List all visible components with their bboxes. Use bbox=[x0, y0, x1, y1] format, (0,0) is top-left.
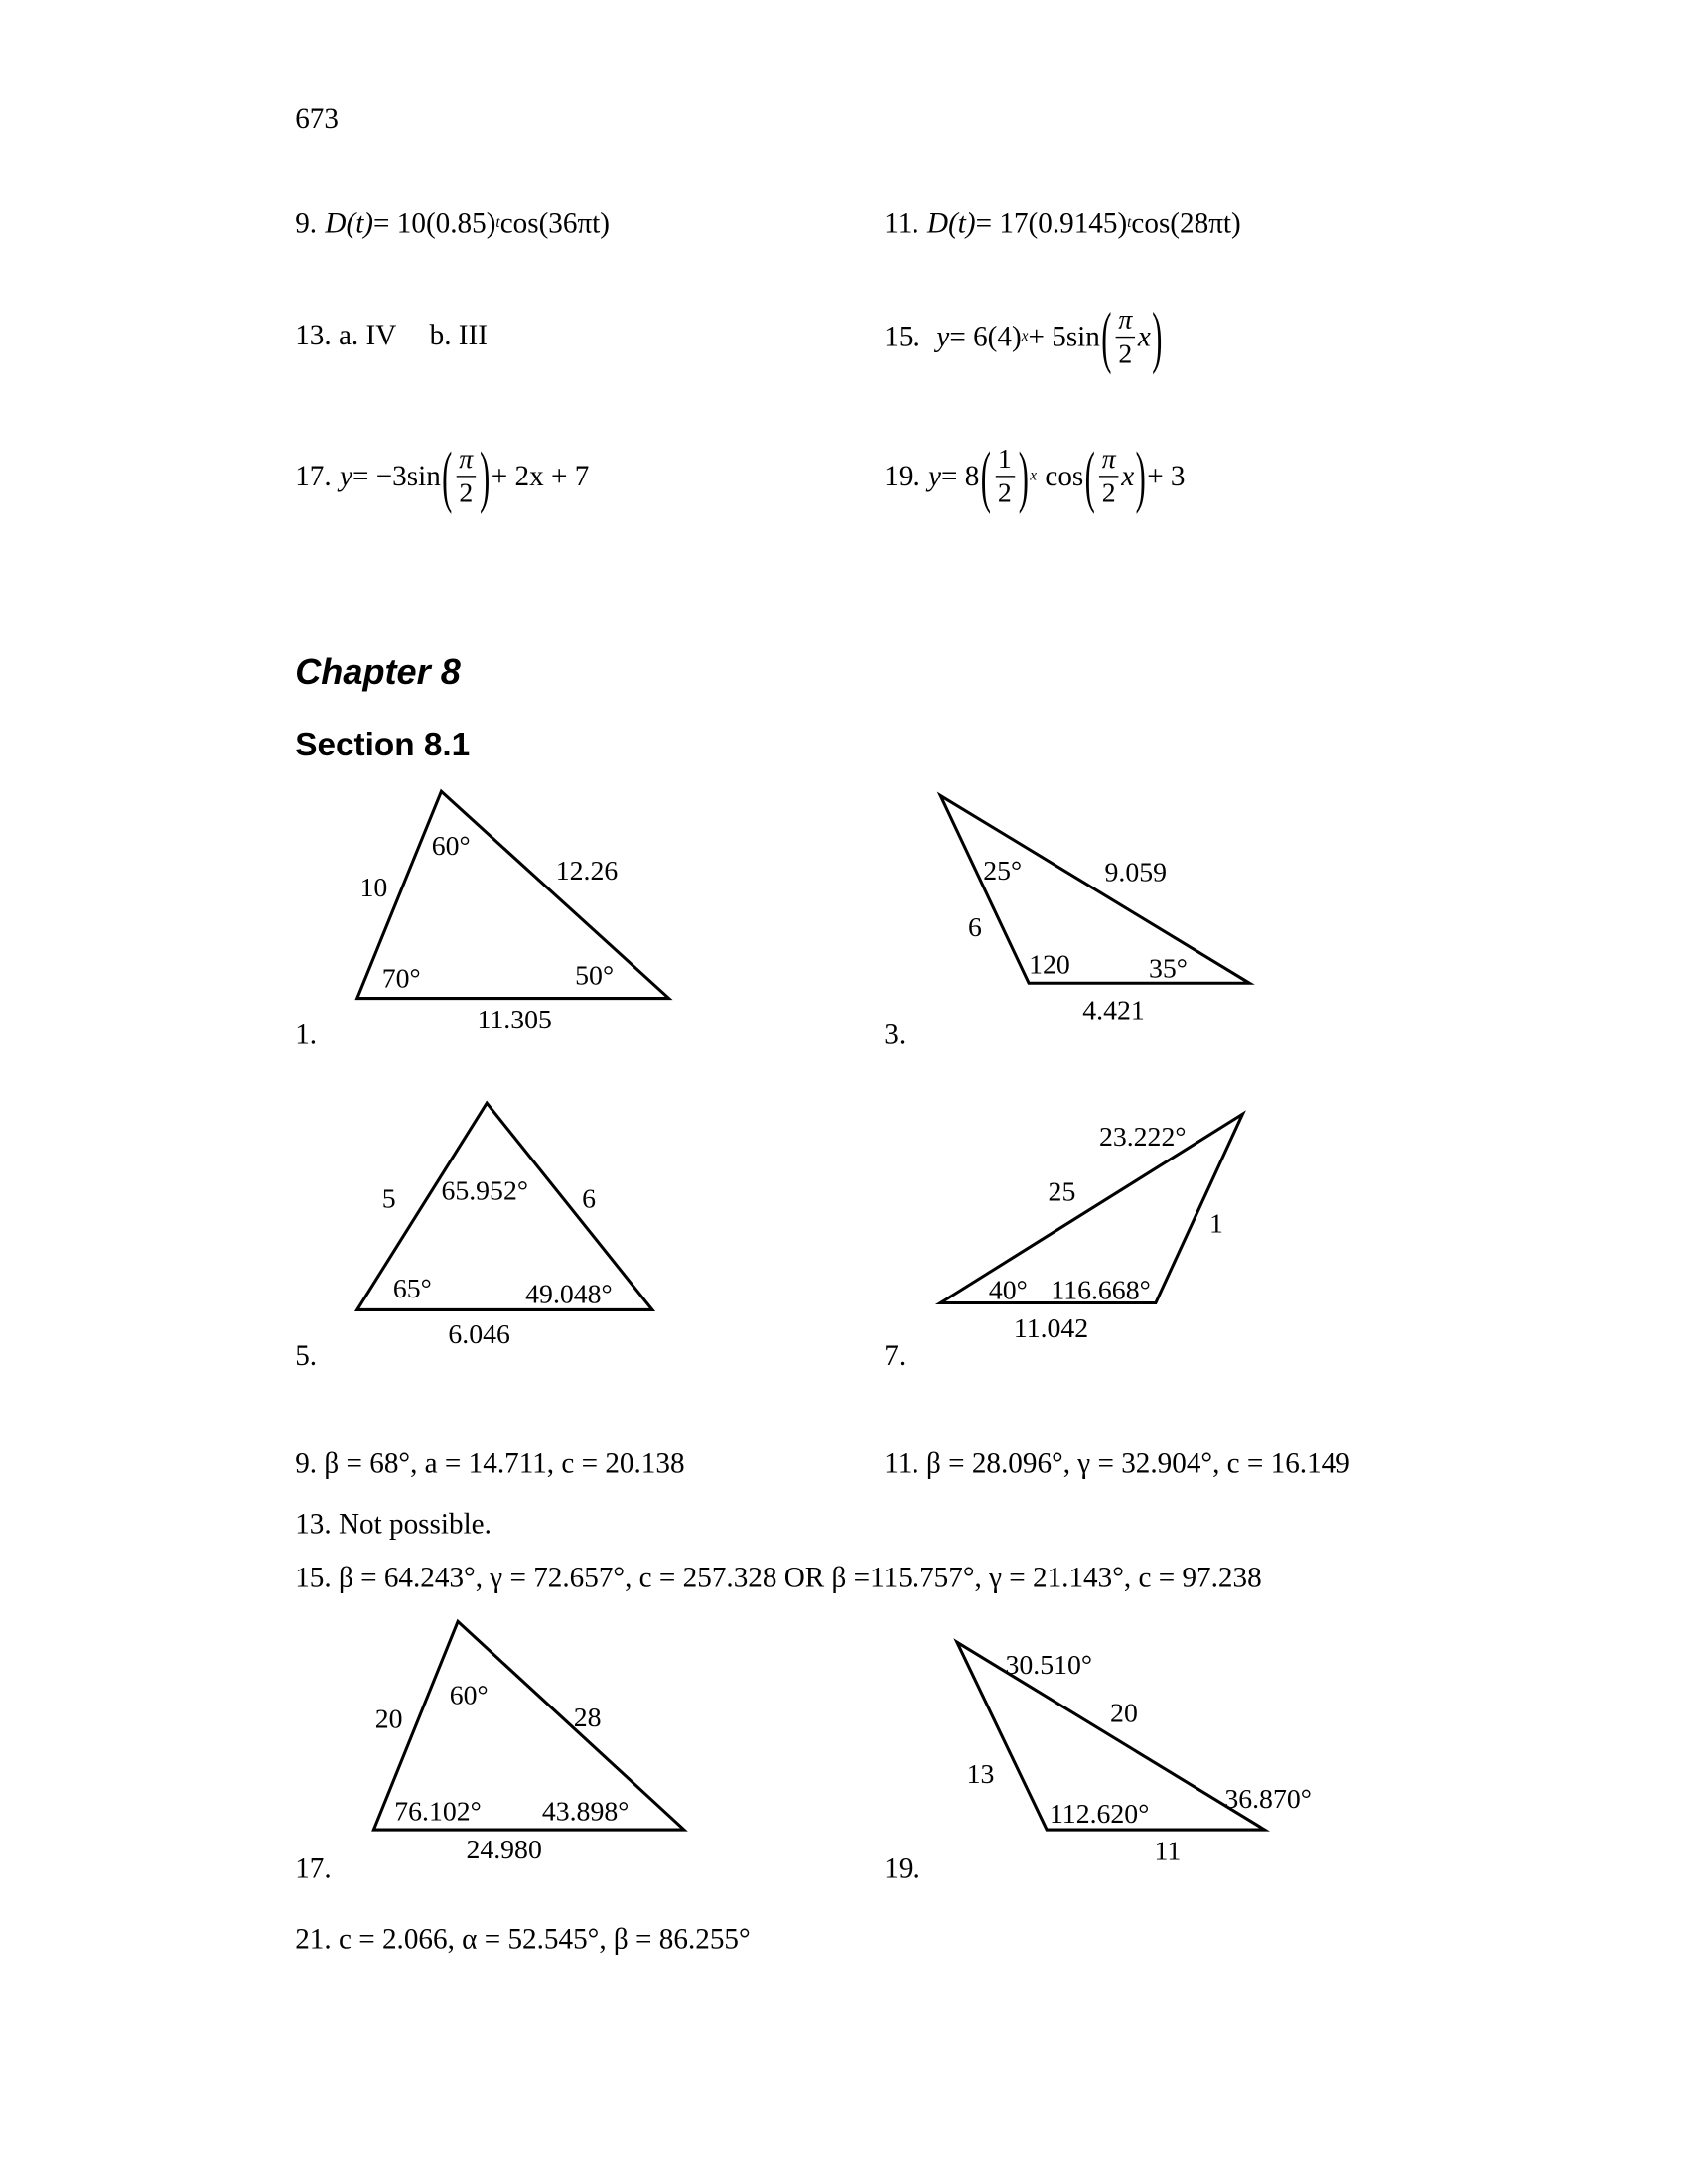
angle-label: 60° bbox=[431, 831, 471, 863]
problem-number: 3. bbox=[884, 1018, 907, 1051]
triangle-3 bbox=[940, 795, 1249, 983]
angle-label: 120 bbox=[1029, 949, 1070, 981]
side-label: 9.059 bbox=[1104, 857, 1168, 888]
exponent: t bbox=[1127, 214, 1132, 232]
item-number: 15. bbox=[884, 320, 920, 353]
angle-label: 23.222° bbox=[1098, 1122, 1187, 1154]
angle-label: 35° bbox=[1148, 954, 1188, 985]
side-label: 1 bbox=[1209, 1209, 1223, 1240]
fraction bbox=[995, 446, 1014, 508]
side-label: 6.046 bbox=[448, 1319, 510, 1350]
answer-11: 11. β = 28.096°, γ = 32.904°, c = 16.149 bbox=[884, 1445, 1350, 1480]
expr: cos(28πt) bbox=[1131, 206, 1241, 240]
side-label: 24.980 bbox=[466, 1835, 542, 1866]
exponent: x bbox=[1021, 328, 1029, 345]
left-paren: ( bbox=[1084, 435, 1095, 515]
denominator: 2 bbox=[997, 478, 1012, 509]
angle-label: 36.870° bbox=[1224, 1784, 1312, 1815]
denominator: 2 bbox=[1118, 339, 1133, 370]
fraction bbox=[1116, 306, 1135, 368]
answer-15-prev bbox=[884, 296, 1164, 375]
denominator: 2 bbox=[1101, 478, 1116, 509]
side-label: 11.305 bbox=[477, 1005, 552, 1036]
angle-label: 60° bbox=[449, 1681, 489, 1711]
expr: = 6(4) bbox=[949, 320, 1022, 353]
section-title: Section 8.1 bbox=[295, 726, 471, 764]
angle-label: 116.668° bbox=[1051, 1275, 1151, 1306]
exponent: t bbox=[495, 214, 500, 232]
item-number: 9. bbox=[295, 206, 318, 240]
angle-label: 50° bbox=[575, 961, 615, 992]
part-a: 13. a. IV bbox=[295, 318, 397, 352]
problem-number: 7. bbox=[884, 1338, 907, 1372]
right-paren: ) bbox=[1135, 435, 1146, 515]
expr: = 17(0.9145) bbox=[975, 206, 1128, 240]
numerator: π bbox=[1101, 444, 1116, 475]
side-label: 11.042 bbox=[1013, 1313, 1089, 1345]
answer-9: 9. β = 68°, a = 14.711, c = 20.138 bbox=[295, 1445, 685, 1480]
answer-13-prev bbox=[295, 318, 488, 352]
expr: cos bbox=[1045, 459, 1084, 492]
numerator: 1 bbox=[997, 444, 1012, 475]
angle-label: 65° bbox=[392, 1274, 432, 1304]
side-label: 12.26 bbox=[555, 856, 619, 887]
item-number: 17. bbox=[295, 459, 332, 492]
side-label: 25 bbox=[1048, 1177, 1076, 1208]
side-label: 20 bbox=[374, 1704, 403, 1735]
angle-label: 49.048° bbox=[525, 1279, 613, 1310]
lhs: y bbox=[340, 459, 352, 492]
answer-15: 15. β = 64.243°, γ = 72.657°, c = 257.328 OR β =115.757°, γ = 21.143°, c = 97.238 bbox=[295, 1561, 1262, 1594]
problem-number: 1. bbox=[295, 1018, 318, 1051]
side-label: 10 bbox=[359, 873, 388, 903]
angle-label: 76.102° bbox=[394, 1796, 482, 1828]
problem-number: 17. bbox=[295, 1851, 332, 1885]
angle-label: 43.898° bbox=[541, 1796, 630, 1828]
answer-9-prev bbox=[295, 206, 610, 240]
expr: cos(36πt) bbox=[499, 206, 610, 240]
expr: = 8 bbox=[941, 459, 980, 492]
answer-13: 13. Not possible. bbox=[295, 1507, 492, 1541]
right-paren: ) bbox=[1018, 435, 1029, 515]
side-label: 6 bbox=[968, 912, 982, 944]
left-paren: ( bbox=[442, 435, 453, 515]
answer-21: 21. c = 2.066, α = 52.545°, β = 86.255° bbox=[295, 1922, 751, 1956]
angle-label: 65.952° bbox=[441, 1175, 528, 1207]
expr: + 5sin bbox=[1028, 320, 1100, 353]
problem-number: 5. bbox=[295, 1338, 318, 1372]
fraction bbox=[1099, 446, 1118, 508]
side-label: 5 bbox=[381, 1184, 396, 1215]
lhs: D(t) bbox=[927, 206, 976, 240]
lhs: y bbox=[928, 459, 942, 492]
expr: = −3sin bbox=[352, 459, 441, 492]
chapter-title: Chapter 8 bbox=[295, 650, 461, 693]
left-paren: ( bbox=[980, 435, 991, 515]
answer-11-prev bbox=[884, 206, 1241, 240]
variable: x bbox=[1137, 320, 1151, 353]
angle-label: 70° bbox=[381, 963, 421, 995]
angle-label: 40° bbox=[988, 1275, 1028, 1306]
part-b: b. III bbox=[429, 318, 488, 352]
page-number: 673 bbox=[295, 101, 339, 136]
denominator: 2 bbox=[459, 478, 474, 509]
side-label: 20 bbox=[1110, 1699, 1138, 1729]
lhs: D(t) bbox=[325, 206, 374, 240]
expr: = 10(0.85) bbox=[373, 206, 496, 240]
side-label: 28 bbox=[573, 1703, 602, 1733]
answer-19-prev bbox=[884, 435, 1186, 515]
angle-label: 112.620° bbox=[1049, 1799, 1150, 1831]
variable: x bbox=[1121, 459, 1135, 492]
angle-label: 25° bbox=[983, 856, 1023, 887]
lhs: y bbox=[936, 320, 950, 353]
side-label: 13 bbox=[966, 1759, 995, 1790]
left-paren: ( bbox=[1101, 296, 1112, 375]
problem-number: 19. bbox=[884, 1851, 920, 1885]
numerator: π bbox=[1118, 304, 1133, 336]
expr: + 2x + 7 bbox=[491, 459, 590, 492]
numerator: π bbox=[459, 444, 474, 475]
answer-17-prev bbox=[295, 435, 590, 515]
side-label: 11 bbox=[1154, 1837, 1182, 1867]
right-paren: ) bbox=[480, 435, 491, 515]
side-label: 6 bbox=[582, 1184, 597, 1215]
item-number: 19. bbox=[884, 459, 920, 492]
angle-label: 30.510° bbox=[1005, 1650, 1093, 1682]
item-number: 11. bbox=[884, 206, 919, 240]
expr: + 3 bbox=[1147, 459, 1186, 492]
exponent: x bbox=[1030, 467, 1038, 484]
side-label: 4.421 bbox=[1082, 995, 1145, 1026]
fraction bbox=[457, 446, 476, 508]
right-paren: ) bbox=[1152, 296, 1163, 375]
